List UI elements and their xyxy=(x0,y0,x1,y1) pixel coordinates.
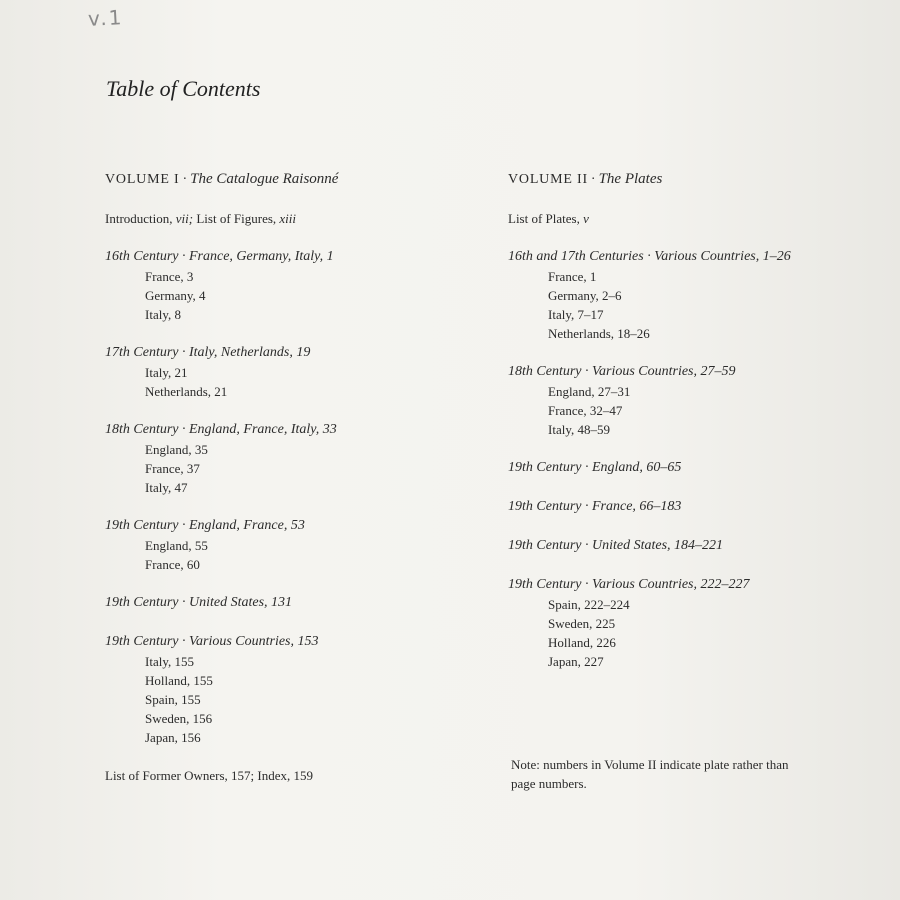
section-item: Sweden, 225 xyxy=(548,616,616,631)
section-item: Netherlands, 18–26 xyxy=(548,326,650,341)
section-heading: 19th Century · England, 60–65 xyxy=(508,460,682,475)
volume-two-title: The Plates xyxy=(598,171,663,187)
section-item: Spain, 222–224 xyxy=(548,597,630,612)
section-heading: 19th Century · Various Countries, 153 xyxy=(105,634,319,649)
section-item: Sweden, 156 xyxy=(145,711,213,726)
section-item: England, 35 xyxy=(145,442,208,457)
volume-two-heading: VOLUME II · The Plates xyxy=(508,171,663,187)
plates-page: v xyxy=(583,211,589,226)
section-item: Japan, 156 xyxy=(145,730,201,745)
intro-label: Introduction, xyxy=(105,211,176,226)
section-item: Italy, 155 xyxy=(145,654,194,669)
section-heading: 18th Century · England, France, Italy, 33 xyxy=(105,422,337,437)
section-item: France, 60 xyxy=(145,557,200,572)
section-item: Netherlands, 21 xyxy=(145,384,228,399)
toc-section xyxy=(105,632,465,747)
toc-section xyxy=(508,362,838,439)
toc-section xyxy=(508,247,838,343)
section-item: Germany, 2–6 xyxy=(548,288,622,303)
section-item: Japan, 227 xyxy=(548,654,604,669)
plates-label: List of Plates, xyxy=(508,211,584,226)
toc-section xyxy=(508,536,838,556)
section-item: France, 3 xyxy=(145,269,194,284)
section-item: Italy, 7–17 xyxy=(548,307,604,322)
section-heading: 18th Century · Various Countries, 27–59 xyxy=(508,364,736,379)
section-item: France, 1 xyxy=(548,269,597,284)
volume-one-column xyxy=(105,168,465,785)
volume-two-intro xyxy=(508,209,838,228)
toc-section xyxy=(105,420,465,497)
handwritten-volume-mark: v.1 xyxy=(87,5,124,31)
section-heading: 19th Century · France, 66–183 xyxy=(508,499,682,514)
section-item: Italy, 47 xyxy=(145,480,188,495)
volume-two-column xyxy=(508,168,838,671)
section-item: Germany, 4 xyxy=(145,288,206,303)
figures-label: List of Figures, xyxy=(193,211,280,226)
toc-section xyxy=(508,458,838,478)
section-item: Italy, 8 xyxy=(145,307,181,322)
section-item: Italy, 48–59 xyxy=(548,422,610,437)
page-title: Table of Contents xyxy=(106,76,261,101)
section-item: Spain, 155 xyxy=(145,692,201,707)
toc-section xyxy=(508,575,838,671)
section-item: England, 55 xyxy=(145,538,208,553)
section-item: France, 37 xyxy=(145,461,200,476)
section-heading: 19th Century · United States, 184–221 xyxy=(508,538,724,553)
section-heading: 17th Century · Italy, Netherlands, 19 xyxy=(105,345,311,360)
section-heading: 19th Century · United States, 131 xyxy=(105,595,293,610)
section-heading: 19th Century · Various Countries, 222–227 xyxy=(508,577,750,592)
volume-one-footer: List of Former Owners, 157; Index, 159 xyxy=(105,768,313,783)
toc-section xyxy=(105,247,465,324)
section-item: France, 32–47 xyxy=(548,403,623,418)
volume-one-heading: VOLUME I · The Catalogue Raisonné xyxy=(105,171,339,187)
section-heading: 19th Century · England, France, 53 xyxy=(105,518,305,533)
volume-two-label: VOLUME II xyxy=(508,172,588,187)
volume-one-intro xyxy=(105,209,465,228)
toc-section xyxy=(508,497,838,517)
section-item: Holland, 226 xyxy=(548,635,616,650)
figures-page: xiii xyxy=(279,211,297,226)
section-item: England, 27–31 xyxy=(548,384,631,399)
toc-section xyxy=(105,343,465,401)
toc-section xyxy=(105,516,465,574)
toc-section xyxy=(105,593,465,613)
section-item: Italy, 21 xyxy=(145,365,188,380)
section-item: Holland, 155 xyxy=(145,673,213,688)
section-heading: 16th Century · France, Germany, Italy, 1 xyxy=(105,249,334,264)
section-heading: 16th and 17th Centuries · Various Countries, 1–26 xyxy=(508,249,791,264)
volume-one-title: The Catalogue Raisonné xyxy=(190,171,339,187)
volume-one-label: VOLUME I xyxy=(105,172,180,187)
intro-page: vii; xyxy=(175,211,194,226)
volume-two-note: Note: numbers in Volume II indicate plate rather than page numbers. xyxy=(511,757,789,791)
